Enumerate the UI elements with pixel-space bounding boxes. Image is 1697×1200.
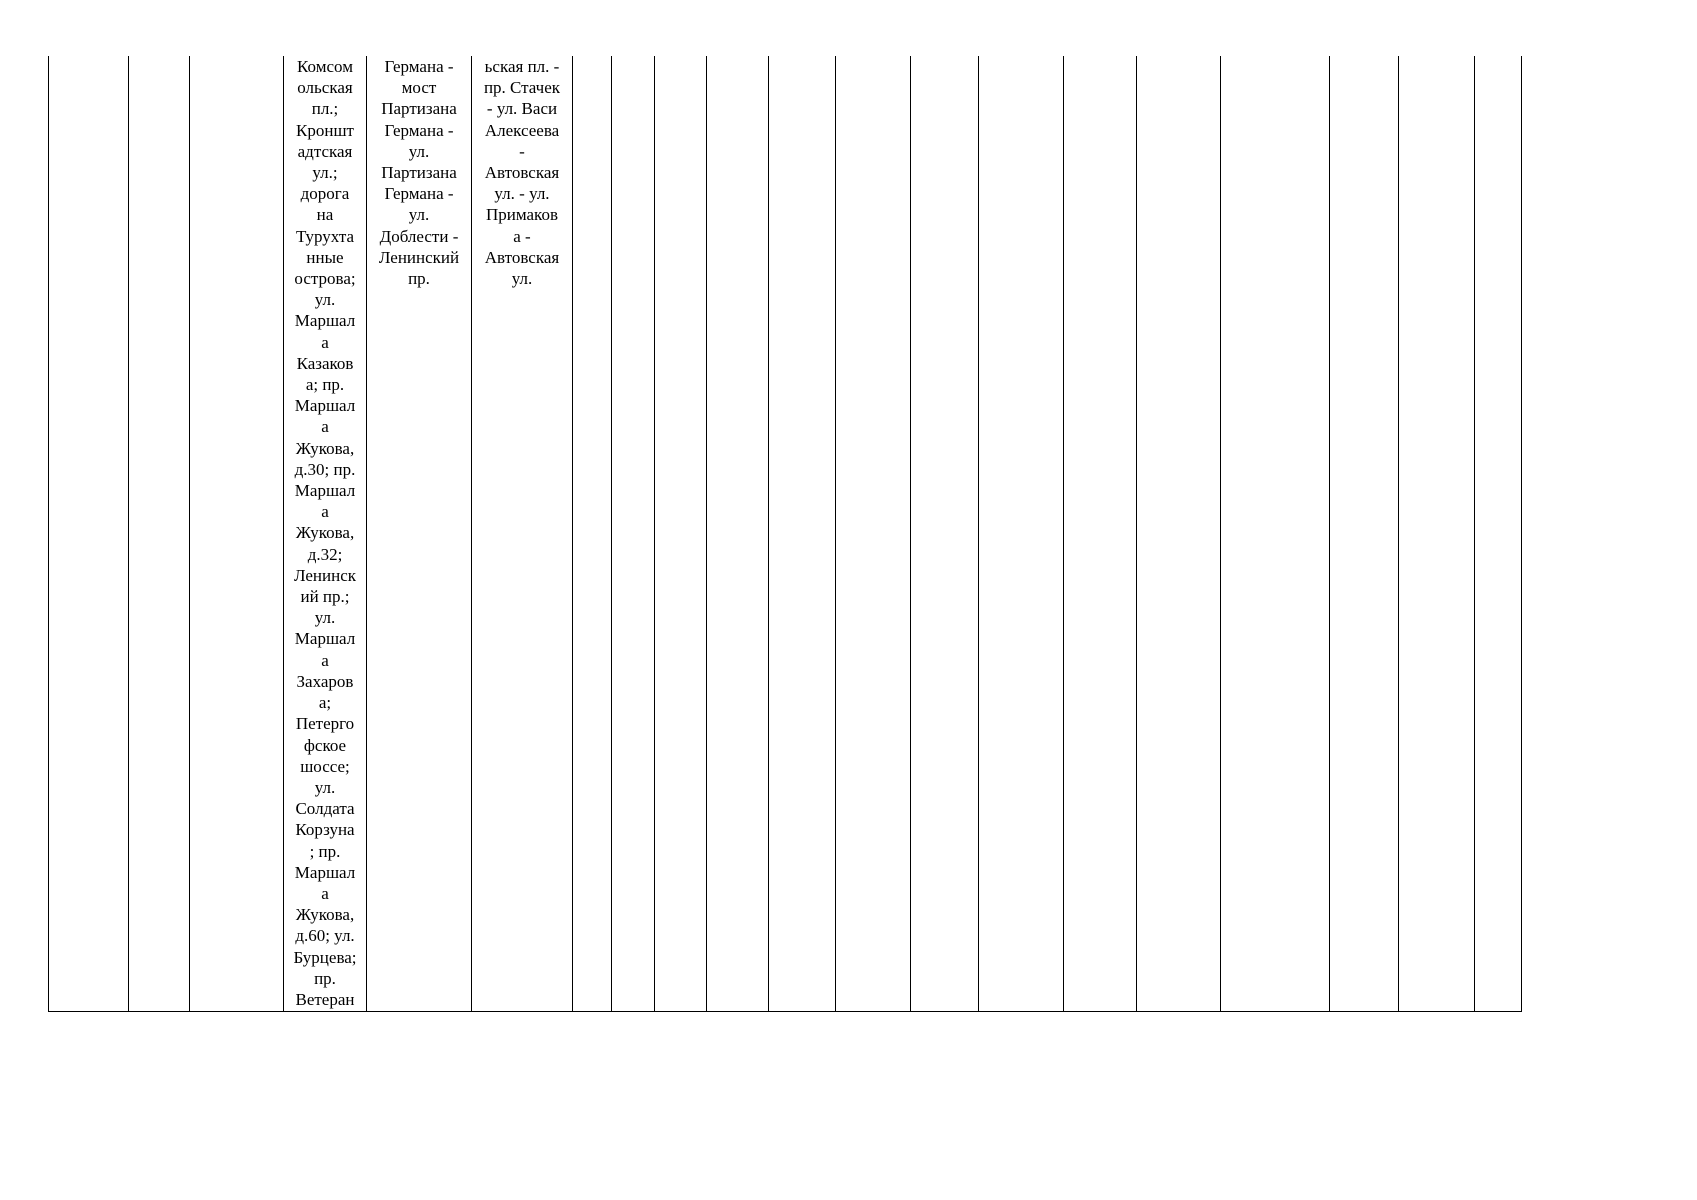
- table-row: [49, 56, 1522, 1012]
- table-cell: [655, 56, 707, 1012]
- table-cell-route-backward: [472, 56, 573, 1012]
- table-cell: [1221, 56, 1330, 1012]
- table-cell: [1475, 56, 1522, 1012]
- table-cell: [573, 56, 612, 1012]
- table-cell: [769, 56, 836, 1012]
- route-backward-text: ьская пл. - пр. Стачек - ул. Васи Алексеева - Автовская ул. - ул. Примаков а - Автовская ул.: [483, 57, 561, 289]
- route-table: [48, 56, 1522, 1012]
- table-cell-stops: [284, 56, 367, 1012]
- table-cell: [190, 56, 284, 1012]
- table-cell: [1330, 56, 1399, 1012]
- table-cell: [836, 56, 911, 1012]
- table-cell: [707, 56, 769, 1012]
- table-cell: [911, 56, 979, 1012]
- table-cell: [1064, 56, 1137, 1012]
- table-cell: [612, 56, 655, 1012]
- table-cell: [1399, 56, 1475, 1012]
- stops-text: Комсом ольская пл.; Кроншт адтская ул.; дорога на Турухта нные острова; ул. Маршал а Казаков а; пр. Маршал а Жукова, д.30; пр. Маршал а Жукова, д.32; Ленинск ий пр.; ул. Маршал а Захаров а; Петерго фское шоссе; ул. Солдата Корзуна ; пр. Маршал а Жукова, д.60; ул. Бурцева; пр. Ветеран: [293, 57, 357, 1009]
- table-cell: [49, 56, 129, 1012]
- table-cell: [1137, 56, 1221, 1012]
- table-cell: [129, 56, 190, 1012]
- table-cell: [979, 56, 1064, 1012]
- route-forward-text: Германа - мост Партизана Германа - ул. Партизана Германа - ул. Доблести - Ленинский пр.: [378, 57, 460, 289]
- table-cell-route-forward: [367, 56, 472, 1012]
